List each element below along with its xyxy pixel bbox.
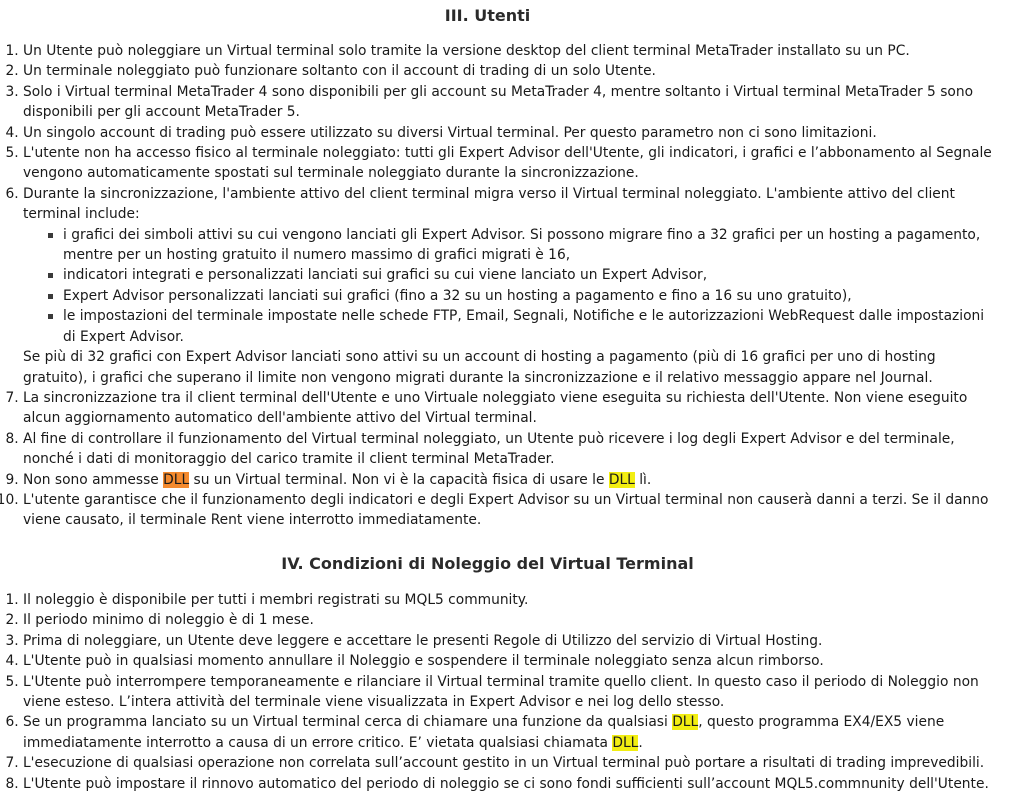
list-item: 3. Solo i Virtual terminal MetaTrader 4 sono disponibili per gli account su MetaTrader 4, mentre soltanto i Virtual terminal MetaTrader 5 sono disponibili per gli account MetaTrader 5. <box>23 82 1000 123</box>
list-item: 8. L'Utente può impostare il rinnovo automatico del periodo di noleggio se ci sono fondi sufficienti sull’account MQL5.commnunity dell'Utente. <box>23 774 1000 794</box>
users-rules-list <box>0 41 1000 531</box>
text-segment: su un Virtual terminal. Non vi è la capacità fisica di usare le <box>189 471 609 488</box>
list-item: 5. L'utente non ha accesso fisico al terminale noleggiato: tutti gli Expert Advisor dell'Utente, gli indicatori, i grafici e l’abbonamento al Segnale vengono automaticamente spostati sul terminale noleggiato durante la sincronizzazione. <box>23 143 1000 184</box>
dll-highlight: DLL <box>612 734 639 751</box>
list-item: 7. La sincronizzazione tra il client terminal dell'Utente e uno Virtuale noleggiato viene eseguita su richiesta dell'Utente. Non viene eseguito alcun aggiornamento automatico dell'ambiente attivo del Virtual terminal. <box>23 388 1000 429</box>
list-item: 1. Un Utente può noleggiare un Virtual terminal solo tramite la versione desktop del client terminal MetaTrader installato su un PC. <box>23 41 1000 61</box>
list-item: 4. Un singolo account di trading può essere utilizzato su diversi Virtual terminal. Per questo parametro non ci sono limitazioni. <box>23 123 1000 143</box>
list-item: 1. Il noleggio è disponibile per tutti i membri registrati su MQL5 community. <box>23 590 1000 610</box>
list-item: 4. L'Utente può in qualsiasi momento annullare il Noleggio e sospendere il terminale noleggiato senza alcun rimborso. <box>23 651 1000 671</box>
list-item: 8. Al fine di controllare il funzionamento del Virtual terminal noleggiato, un Utente può ricevere i log degli Expert Advisor e del terminale, nonché i dati di monitoraggio del carico tramite il client terminal MetaTrader. <box>23 429 1000 470</box>
list-item: 5. L'Utente può interrompere temporaneamente e rilanciare il Virtual terminal tramite quello client. In questo caso il periodo di Noleggio non viene esteso. L’intera attività del terminale viene visualizzata in Expert Advisor e nei log dello stesso. <box>23 672 1000 713</box>
bullet-item: i grafici dei simboli attivi su cui vengono lanciati gli Expert Advisor. Si possono migrare fino a 32 grafici per un hosting a pagamento, mentre per un hosting gratuito il numero massimo di grafici migrati è 16, <box>63 225 1000 266</box>
dll-highlight: DLL <box>672 714 699 731</box>
dll-highlight: DLL <box>163 471 190 488</box>
section-title-users: III. Utenti <box>444 6 531 25</box>
list-item: 10. L'utente garantisce che il funzionamento degli indicatori e degli Expert Advisor su un Virtual terminal non causerà danni a terzi. Se il danno viene causato, il terminale Rent viene interrotto immediatamente. <box>23 490 1000 531</box>
bullet-item: Expert Advisor personalizzati lanciati sui grafici (fino a 32 su un hosting a pagamento e fino a 16 su uno gratuito), <box>63 286 1000 306</box>
text-segment: lì. <box>634 471 652 488</box>
bullet-item: indicatori integrati e personalizzati lanciati sui grafici su cui viene lanciato un Expert Advisor, <box>63 265 1000 285</box>
list-item: 3. Prima di noleggiare, un Utente deve leggere e accettare le presenti Regole di Utilizzo del servizio di Virtual Hosting. <box>23 631 1000 651</box>
list-item <box>23 470 1000 490</box>
list-item <box>23 712 1000 753</box>
list-item <box>23 184 1000 388</box>
dll-highlight: DLL <box>608 471 635 488</box>
list-item-text: Durante la sincronizzazione, l'ambiente attivo del client terminal migra verso il Virtual terminal noleggiato. L'ambiente attivo del client terminal include: <box>23 185 955 223</box>
list-item: 2. Il periodo minimo di noleggio è di 1 mese. <box>23 610 1000 630</box>
text-segment: . <box>638 734 643 751</box>
chart-limit-note: Se più di 32 grafici con Expert Advisor lanciati sono attivi su un account di hosting a pagamento (più di 16 grafici per uno di hosting gratuito), i grafici che superano il limite non vengono migrati durante la sincronizzazione e il relativo messaggio appare nel Journal. <box>23 349 936 386</box>
rental-conditions-list <box>0 590 1000 794</box>
section-title-rental-conditions: IV. Condizioni di Noleggio del Virtual Terminal <box>281 554 694 573</box>
text-segment: Non sono ammesse <box>23 471 164 488</box>
list-item: 2. Un terminale noleggiato può funzionare soltanto con il account di trading di un solo Utente. <box>23 61 1000 81</box>
list-item: 7. L'esecuzione di qualsiasi operazione non correlata sull’account gestito in un Virtual terminal può portare a risultati di trading imprevedibili. <box>23 753 1000 773</box>
active-environment-list <box>23 225 1000 347</box>
text-segment: , questo programma EX4/EX5 viene immediatamente interrotto a causa di un errore critico. E’ vietata qualsiasi chiamata <box>23 714 945 751</box>
text-segment: Se un programma lanciato su un Virtual terminal cerca di chiamare una funzione da qualsiasi <box>23 714 673 731</box>
bullet-item: le impostazioni del terminale impostate nelle schede FTP, Email, Segnali, Notifiche e le autorizzazioni WebRequest dalle impostazioni di Expert Advisor. <box>63 306 1000 347</box>
